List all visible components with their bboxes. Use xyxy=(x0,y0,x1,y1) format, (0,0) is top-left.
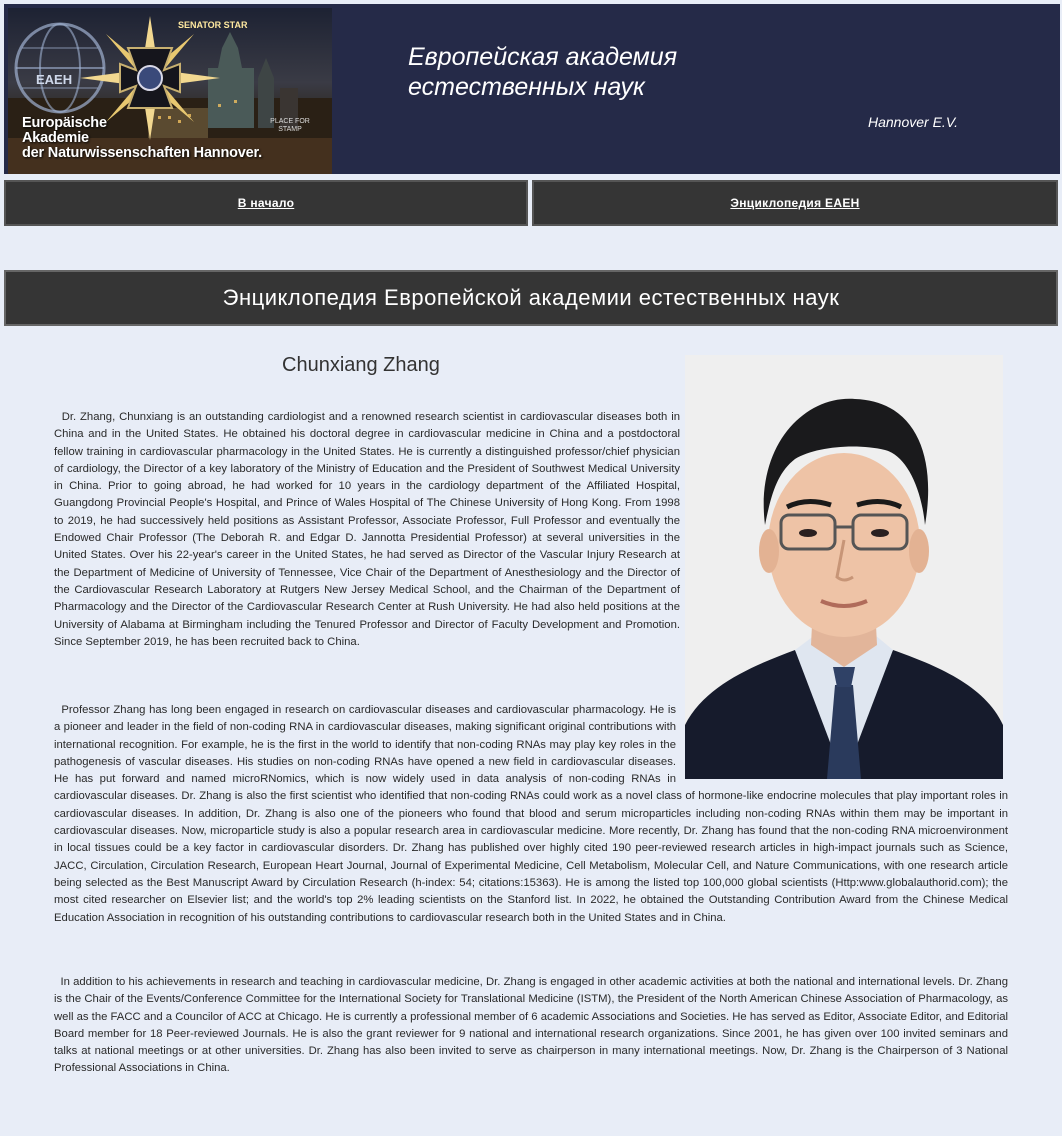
nav-home-button[interactable] xyxy=(4,180,528,226)
site-title-line-2: естественных наук xyxy=(408,73,645,101)
logo-text-line-3: der Naturwissenschaften Hannover. xyxy=(22,145,262,161)
nav-home-link[interactable]: В начало xyxy=(237,196,295,210)
article-paragraph-2-text: Professor Zhang has long been engaged in research on cardiovascular diseases and cardiovascular pharmacology. He is a pioneer and leader in the field of non-coding RNA in cardiovascular diseases, making significant original contributions with international recognition. For example, he is the first in the world to identify that non-coding RNAs may play key roles in the pathogenesis of vascular diseases. His studies on non-coding RNAs have opened a new field in cardiovascular diseases. He has put forward and named microRNomics, which is now widely used in data analysis of non-coding RNAs in cardiovascular diseases. Dr. Zhang is also the first scientist who identified that non-coding RNAs could work as a novel class of hormone-like endocrine molecules that play important roles in cardiovascular diseases. In addition, Dr. Zhang is also one of the pioneers who found that blood and serum microparticles including non-coding RNAs within them may be important in cardiovascular diseases. Now, microparticle study is also a popular research area in cardiovascular medicine. More recently, Dr. Zhang has found that the non-coding RNA microenvironment in local tissues could be a key factor in cardiovascular disorders. Dr. Zhang has published over highly cited 190 peer-reviewed research articles in high-impact journals such as Science, JACC, Circulation, Circulation Research, European Heart Journal, Journal of Experimental Medicine, Cell Metabolism, Molecular Cell, and Nature Communications, with one research article being selected as the Best Manuscript Award by Circulation Research (h-index: 54; citations:15363). He is among the listed top 100,000 global scientists (Http:www.globalauthorid.com); the most cited researcher on Elsevier list; and the world's top 2% leading scientists on the Stanford list. In 2022, he obtained the Outstanding Contribution Award from the Chinese Medical Education Association in recognition of his outstanding contributions to cardiovascular research both in the United States and in China. xyxy=(54,704,1008,924)
photo-wrap-spacer xyxy=(676,702,1008,788)
logo-text-line-1: Europäische xyxy=(22,115,107,131)
logo-emblem-text: EAEH xyxy=(36,72,73,87)
section-title-bar xyxy=(4,270,1058,326)
site-title-line-1: Европейская академия xyxy=(408,43,678,71)
site-title xyxy=(408,42,677,102)
logo-star-label: SENATOR STAR xyxy=(178,20,248,30)
nav-encyclopedia-link[interactable]: Энциклопедия ЕАЕН xyxy=(730,196,860,210)
article-paragraph-2 xyxy=(54,702,1008,927)
article-paragraph-1-text: Dr. Zhang, Chunxiang is an outstanding cardiologist and a renowned research scientist in cardiovascular diseases both in China and in the United States. He obtained his doctoral degree in cardiovascular medicine in China and a postdoctoral fellow training in cardiovascular pharmacology in the United States. He is currently a distinguished professor/chief physician of cardiology, the Director of a key laboratory of the Ministry of Education and the President of Southwest Medical University in China. Prior to going abroad, he had worked for 10 years in the cardiology department of the Affiliated Hospital, Guangdong Provincial People's Hospital, and Prince of Wales Hospital of The Chinese University of Hong Kong. From 1998 to 2019, he had successively held positions as Assistant Professor, Associate Professor, Full Professor and eventually the Endowed Chair Professor (The Deborah R. and Edgar D. Jannotta Presidential Professor) at several universities in the United States. Over his 22-year's career in the United States, he had served as Director of the Vascular Injury Research at the Department of Medicine of University of Tennessee, Vice Chair of the Department of Anesthesiology and the Director of the Cardiovascular Research Laboratory at Rutgers New Jersey Medical School, and the Chairman of the Department of Pharmacology and the Director of the Cardiovascular Research Center at Rush University. He had also held positions at the University of Alabama at Birmingham including the Tenured Professor and Director of Faculty Development and Promotion. Since September 2019, he has been recruited back to China. xyxy=(54,411,680,648)
academy-logo[interactable] xyxy=(8,8,332,174)
article-paragraph-3-text: In addition to his achievements in research and teaching in cardiovascular medicine, Dr. Zhang is engaged in other academic activities at both the national and international levels. Dr. Zhang is the Chair of the Events/Conference Committee for the International Society for Translational Medicine (ISTM), the President of the North American Chinese Association of Pharmacology, as well as the FACC and a Councilor of ACC at Chicago. He is currently a professional member of 6 academic Associations and Societies. He has served as Editor, Associate Editor, and Editorial Board member for 18 Peer-reviewed Journals. He is also the grant reviewer for 9 national and international research organizations. Since 2001, he has given over 100 invited seminars and talks at national meetings or at other universities. Dr. Zhang has also been invited to serve as chairperson in many international meetings. Now, Dr. Zhang is the Chairperson of 3 National Professional Associations in China. xyxy=(54,976,1008,1075)
article-paragraph-3 xyxy=(54,974,1008,1078)
logo-text-line-2: Akademie xyxy=(22,130,89,146)
site-header xyxy=(4,4,1060,174)
section-title: Энциклопедия Европейской академии естественных наук xyxy=(222,285,840,310)
logo-stamp-text: PLACE FOR STAMP xyxy=(270,118,310,133)
logo-text xyxy=(22,116,262,161)
article-paragraph-1 xyxy=(54,409,680,651)
person-name: Chunxiang Zhang xyxy=(282,354,440,376)
nav-encyclopedia-button[interactable] xyxy=(532,180,1058,226)
site-subtitle: Hannover E.V. xyxy=(868,114,959,130)
